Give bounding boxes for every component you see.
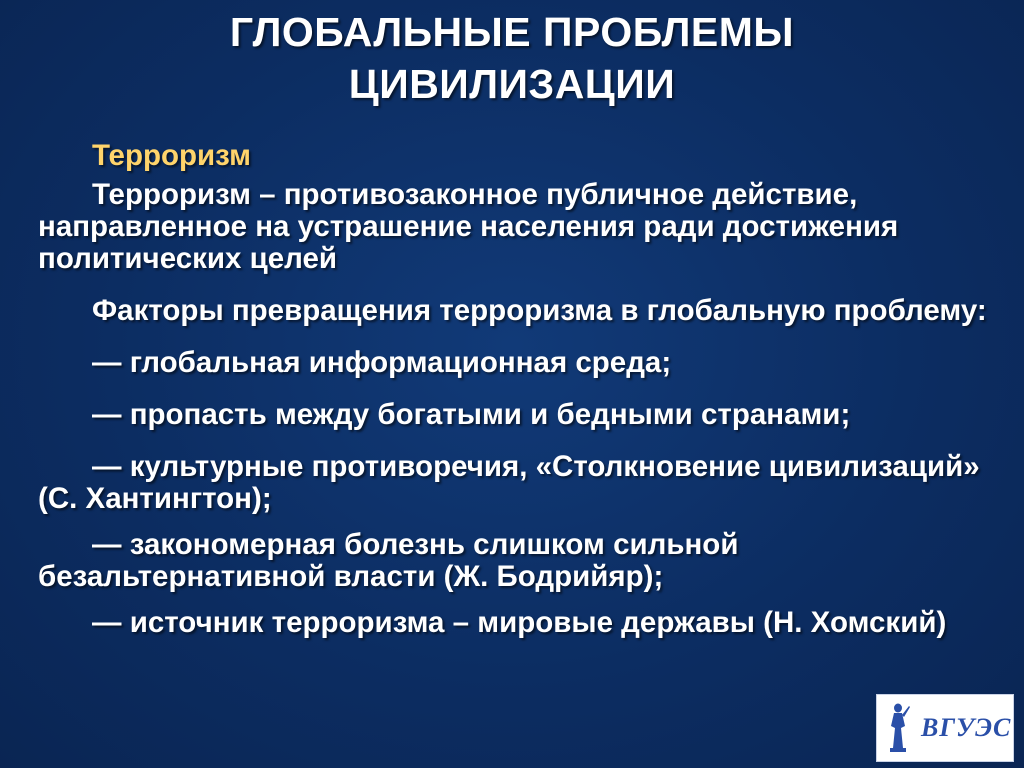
factors-intro: Факторы превращения терроризма в глобальную проблему: bbox=[92, 294, 987, 327]
slide-body bbox=[38, 140, 998, 639]
factor-item-2: — пропасть между богатыми и бедными странами; bbox=[92, 398, 851, 431]
factor-item-3: — культурные противоречия, «Столкновение цивилизаций» (С. Хантингтон); bbox=[38, 450, 980, 515]
slide-title-line-1: ГЛОБАЛЬНЫЕ ПРОБЛЕМЫ bbox=[229, 9, 795, 55]
logo-text: ВГУЭС bbox=[921, 713, 1012, 742]
factor-item-4: — закономерная болезнь слишком сильной безальтернативной власти (Ж. Бодрийяр); bbox=[38, 528, 739, 593]
university-logo bbox=[876, 694, 1014, 762]
slide-title bbox=[0, 6, 1024, 110]
factor-item-1: — глобальная информационная среда; bbox=[92, 346, 672, 379]
subheading: Терроризм bbox=[92, 139, 251, 172]
slide-title-line-2: ЦИВИЛИЗАЦИИ bbox=[348, 61, 676, 107]
factor-item-5: — источник терроризма – мировые державы (Н. Хомский) bbox=[92, 606, 947, 639]
definition-paragraph: Терроризм – противозаконное публичное действие, направленное на устрашение населения ради достижения политических целей bbox=[38, 178, 899, 275]
statue-figure-icon bbox=[885, 702, 911, 754]
